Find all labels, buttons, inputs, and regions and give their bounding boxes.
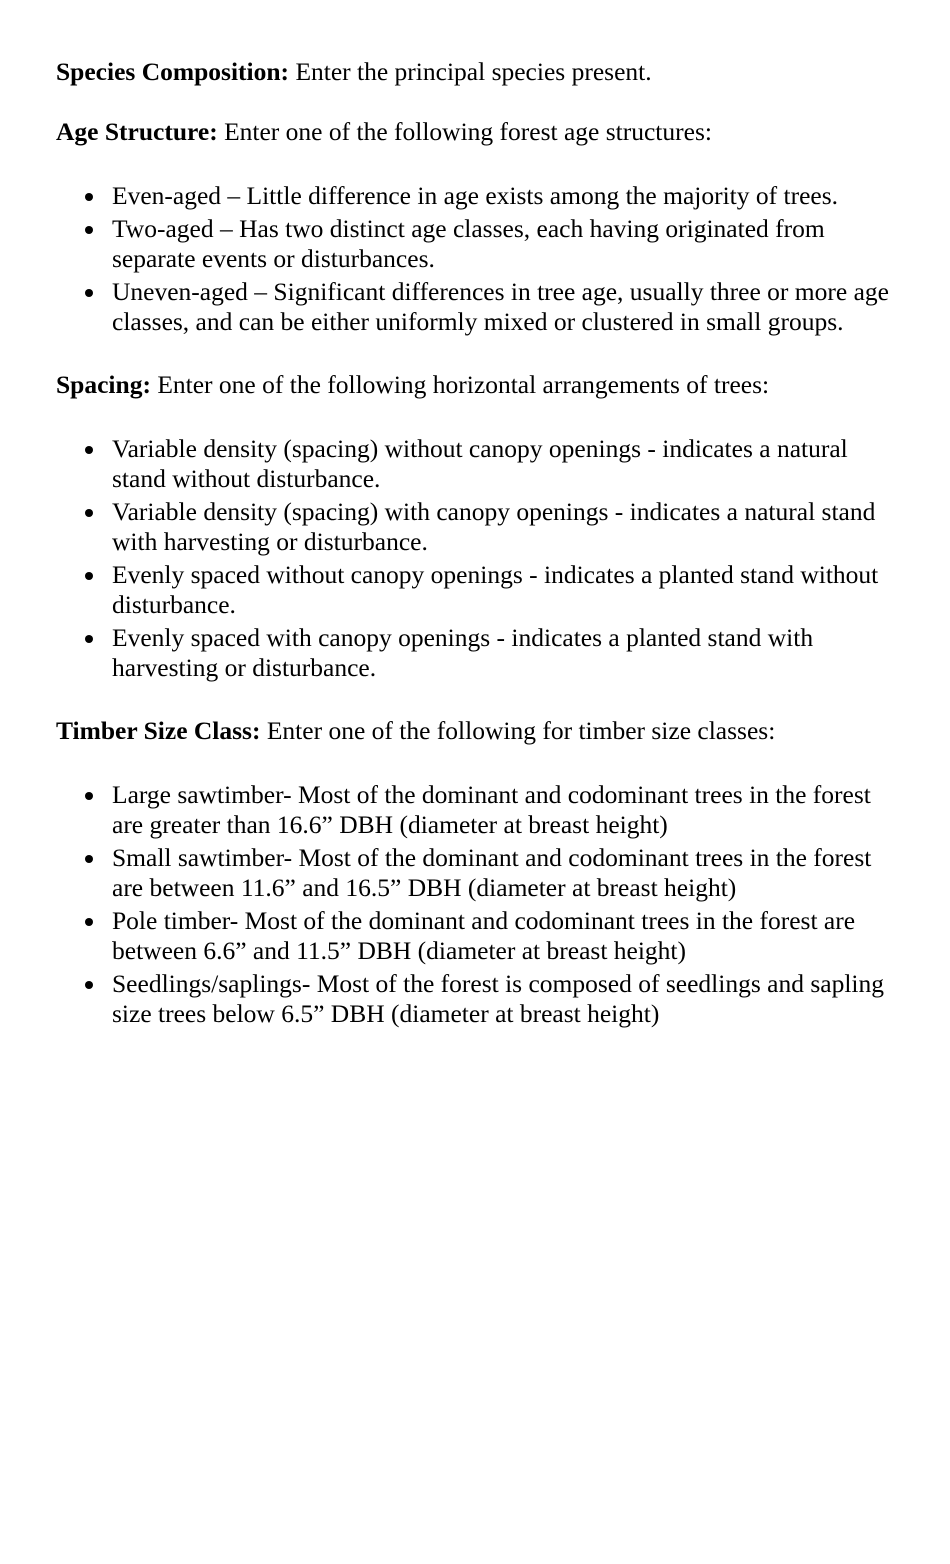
age-structure-paragraph (56, 117, 896, 147)
list-item (56, 906, 896, 966)
bullet-icon (85, 509, 93, 517)
bullet-icon (85, 635, 93, 643)
age-structure-list (56, 181, 896, 337)
list-item (56, 623, 896, 683)
bullet-icon (85, 918, 93, 926)
list-item (56, 780, 896, 840)
timber-item-pole-timber: Pole timber- Most of the dominant and codominant trees in the forest are between 6.6” and 11.5” DBH (diameter at breast height) (112, 906, 856, 965)
timber-item-small-sawtimber: Small sawtimber- Most of the dominant and codominant trees in the forest are between 11.6” and 16.5” DBH (diameter at breast height) (112, 843, 872, 902)
timber-size-paragraph (56, 716, 896, 746)
timber-item-seedlings: Seedlings/saplings- Most of the forest is composed of seedlings and sapling size trees below 6.5” DBH (diameter at breast height) (112, 969, 884, 1028)
spacing-paragraph (56, 370, 896, 400)
age-structure-label: Age Structure: (56, 117, 218, 146)
spacing-list (56, 434, 896, 683)
timber-size-text: Enter one of the following for timber size classes: (260, 716, 776, 745)
bullet-icon (85, 792, 93, 800)
spacing-label: Spacing: (56, 370, 151, 399)
timber-size-list (56, 780, 896, 1029)
bullet-icon (85, 855, 93, 863)
list-item (56, 843, 896, 903)
age-item-two: Two-aged – Has two distinct age classes, each having originated from separate events or disturbances. (112, 214, 825, 273)
age-structure-text: Enter one of the following forest age structures: (217, 117, 712, 146)
spacing-item-variable-no-openings: Variable density (spacing) without canopy openings - indicates a natural stand without disturbance. (112, 434, 848, 493)
list-item (56, 560, 896, 620)
list-item (56, 434, 896, 494)
timber-size-label: Timber Size Class: (56, 716, 261, 745)
bullet-icon (85, 289, 93, 297)
list-item (56, 277, 896, 337)
bullet-icon (85, 981, 93, 989)
bullet-icon (85, 226, 93, 234)
timber-item-large-sawtimber: Large sawtimber- Most of the dominant and codominant trees in the forest are greater than 16.6” DBH (diameter at breast height) (112, 780, 871, 839)
bullet-icon (85, 446, 93, 454)
spacing-text: Enter one of the following horizontal arrangements of trees: (150, 370, 770, 399)
bullet-icon (85, 193, 93, 201)
spacing-item-even-no-openings: Evenly spaced without canopy openings - indicates a planted stand without disturbance. (112, 560, 879, 619)
age-item-uneven: Uneven-aged – Significant differences in tree age, usually three or more age classes, and can be either uniformly mixed or clustered in small groups. (112, 277, 889, 336)
spacing-item-variable-openings: Variable density (spacing) with canopy openings - indicates a natural stand with harvesting or disturbance. (112, 497, 876, 556)
species-composition-text: Enter the principal species present. (289, 57, 652, 86)
document-page (56, 57, 896, 1032)
spacing-item-even-openings: Evenly spaced with canopy openings - indicates a planted stand with harvesting or disturbance. (112, 623, 814, 682)
list-item (56, 181, 896, 211)
list-item (56, 214, 896, 274)
list-item (56, 497, 896, 557)
list-item (56, 969, 896, 1029)
species-composition-label: Species Composition: (56, 57, 290, 86)
age-item-even: Even-aged – Little difference in age exists among the majority of trees. (112, 181, 839, 210)
bullet-icon (85, 572, 93, 580)
species-composition-paragraph (56, 57, 896, 87)
